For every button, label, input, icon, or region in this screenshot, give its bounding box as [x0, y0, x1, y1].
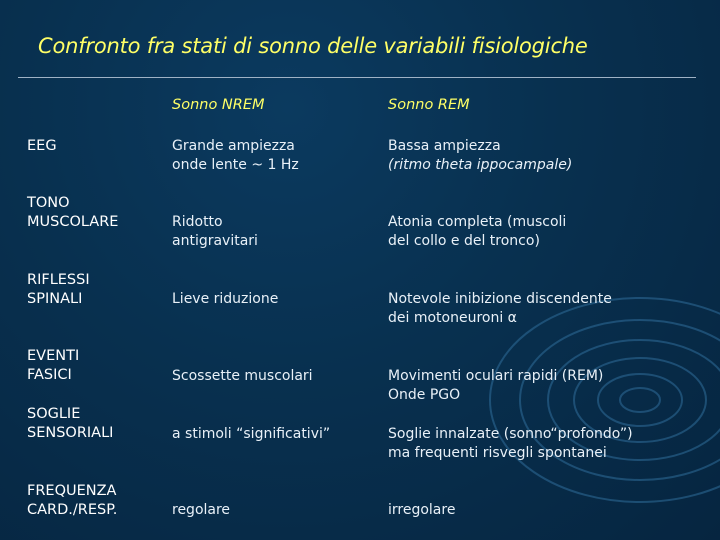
cell-soglie-nrem: a stimoli “significativi”	[172, 426, 331, 442]
row-label-frequenza: FREQUENZA CARD./RESP.	[27, 483, 118, 518]
cell-eventi-nrem: Scossette muscolari	[172, 368, 313, 384]
cell-tono-rem: Atonia completa (muscoli del collo e del tronco)	[388, 214, 567, 249]
row-label-riflessi-spinali: RIFLESSI SPINALI	[27, 272, 90, 307]
cell-riflessi-nrem: Lieve riduzione	[172, 291, 279, 307]
row-label-eventi-fasici: EVENTI FASICI	[27, 348, 80, 383]
cell-frequenza-nrem: regolare	[172, 502, 231, 518]
cell-soglie-rem: Soglie innalzate (sonno“profondo”) ma frequenti risvegli spontanei	[388, 426, 633, 461]
cell-riflessi-rem: Notevole inibizione discendente dei motoneuroni α	[388, 291, 612, 326]
slide-title: Confronto fra stati di sonno delle variabili fisiologiche	[38, 34, 588, 58]
cell-eeg-rem: Bassa ampiezza (ritmo theta ippocampale)	[388, 138, 573, 173]
cell-eventi-rem: Movimenti oculari rapidi (REM) Onde PGO	[388, 368, 604, 403]
header-nrem: Sonno NREM	[172, 97, 265, 113]
title-divider	[18, 77, 696, 78]
cell-frequenza-rem: irregolare	[388, 502, 456, 518]
cell-eeg-nrem: Grande ampiezza onde lente ~ 1 Hz	[172, 138, 299, 173]
header-rem: Sonno REM	[388, 97, 470, 113]
row-label-eeg: EEG	[27, 138, 57, 154]
row-label-soglie-sensoriali: SOGLIE SENSORIALI	[27, 406, 114, 441]
row-label-tono-muscolare: TONO MUSCOLARE	[27, 195, 119, 230]
cell-tono-nrem: Ridotto antigravitari	[172, 214, 258, 249]
